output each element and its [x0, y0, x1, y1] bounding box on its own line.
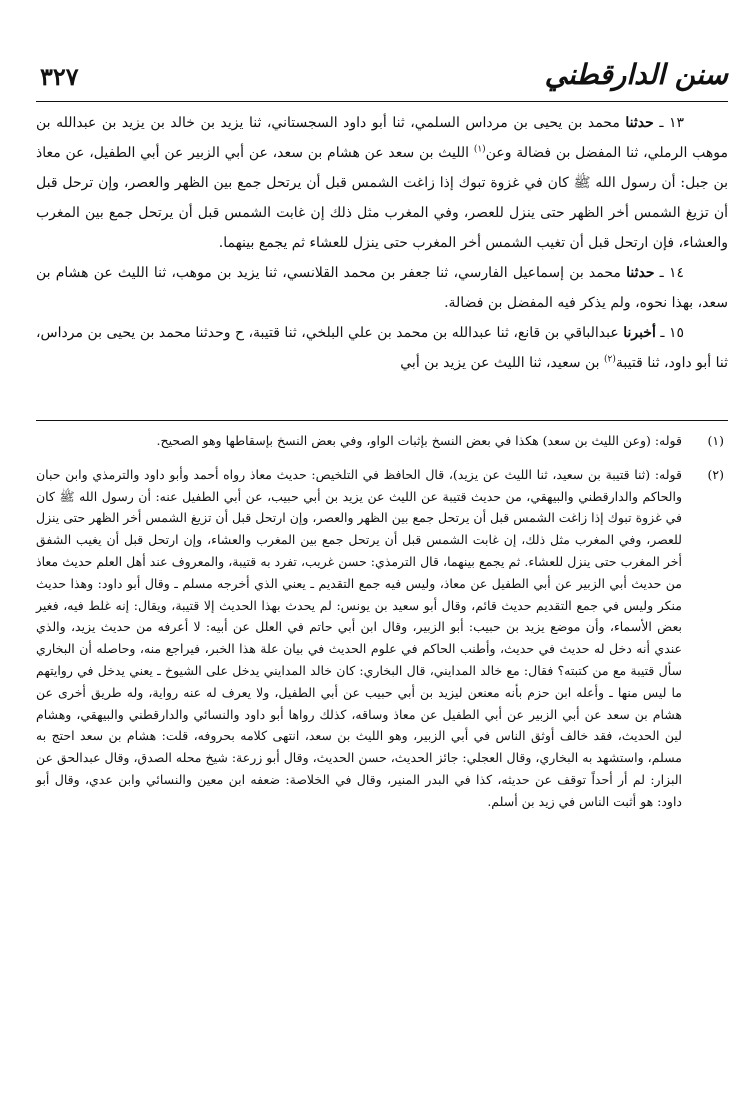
book-title: سنن الدارقطني	[544, 58, 728, 91]
hadith-text: الليث بن سعد عن هشام بن سعد، عن أبي الزبير عن أبي الطفيل، عن معاذ بن جبل: أن رسول الله ﷺ كان في غزوة تبوك إذا زاغت الشمس قبل أن يرتحل جمع بين الظهر والعصر، وإن ترحل قبل أن تزيغ الشمس أخر الظهر حتى ينزل للعصر، وفي المغرب مثل ذلك إن غابت الشمس قبل أن يرتحل جمع بين المغرب والعشاء، فإن ارتحل قبل أن تغيب الشمس أخر المغرب حتى ينزل للعشاء ثم يجمع بينهما.	[36, 145, 728, 251]
hadith-text: عبدالباقي بن قانع، ثنا عبدالله بن محمد بن علي البلخي، ثنا قتيبة، ح وحدثنا محمد بن يحيى بن مرداس، ثنا أبو داود، ثنا قتيبة	[36, 325, 728, 371]
footnote-ref: (١)	[473, 144, 486, 155]
header-rule	[36, 101, 728, 102]
footnote-text: قوله: (ثنا قتيبة بن سعيد، ثنا الليث عن يزيد)، قال الحافظ في التلخيص: حديث معاذ رواه أحمد وأبو داود والترمذي وابن حبان والحاكم والدارقطني والبيهقي، من حديث قتيبة عن الليث عن يزيد بن أبي حبيب، عن أبي الطفيل عنه: أن رسول الله ﷺ كان في غزوة تبوك إذا زاغت الشمس قبل أن يرتحل جمع بين الظهر والعصر، وإن ارتحل قبل أن تزيغ الشمس أخر الظهر حتى ينزل للعصر، وفي المغرب مثل ذلك، إن غابت الشمس قبل أن يرتحل جمع بين المغرب والعشاء، وإن ارتحل قبل أن يغيب الشفق أخر المغرب حتى ينزل للعشاء. ثم يجمع بينهما، قال الترمذي: حسن غريب، تفرد به قتيبة، والمعروف عند أهل العلم حديث معاذ من حديث أبي الزبير عن أبي الطفيل عن معاذ، وليس فيه جمع التقديم ـ يعني الذي أخرجه مسلم ـ وقال أبو داود: وهذا حديث منكر وليس في جمع التقديم حديث قائم، وقال أبو سعيد بن يونس: لم يحدث بهذا الحديث إلا قتيبة، ويقال: إنه غلط فيه، فغير بعض الأسماء، وأن موضع يزيد بن حبيب: أبو الزبير، وقال ابن أبي حاتم في العلل عن أبيه: لا أعرفه من حديث يزيد، والذي عندي أنه دخل له حديث في حديث، وأطنب الحاكم في علوم الحديث في بيان علة هذا الخبر، فيراجع منه، وحاصله أن البخاري سأل قتيبة مع من كتبته؟ فقال: مع خالد المدايني، قال البخاري: كان خالد المدايني يدخل على الشيوخ ـ يعني يدخل في روايتهم ما ليس منها ـ وأعله ابن حزم بأنه معنعن ليزيد بن أبي حبيب عن أبي الطفيل، ولا يعرف له عنه رواية، وله طريق أخرى عن هشام بن سعد عن أبي الزبير عن أبي الطفيل عن معاذ وساقه، كذلك رواها أبو داود والنسائي والدارقطني والبيهقي، وهشام لين الحديث، فقد خالف أوثق الناس في أبي الزبير، وهو الليث بن سعد، انتهى كلامه بحروفه، قلت: هشام بن سعد احتج به مسلم، واستشهد به البخاري، وقال العجلي: جائز الحديث، حسن الحديث، وقال أبو زرعة: شيخ محله الصدق، وقال عبدالحق عن البزار: لم أر أحداً توقف عن حديثه، كذا في البدر المنير، وقال في الخلاصة: ضعفه ابن معين والنسائي وابن عدي، وقال أبو داود: هو أثبت الناس في زيد بن أسلم.	[36, 466, 682, 809]
main-text	[36, 108, 728, 378]
hadith-lead: حدثنا	[625, 115, 654, 131]
hadith-text: محمد بن يحيى بن مرداس السلمي، ثنا أبو داود السجستاني، ثنا يزيد بن خالد بن يزيد بن عبدالله بن موهب الرملي، ثنا المفضل بن فضالة وعن	[36, 115, 728, 161]
hadith-13	[36, 108, 728, 258]
hadith-lead: أخبرنا	[623, 325, 656, 341]
footnote-divider	[36, 420, 728, 421]
hadith-text: محمد بن إسماعيل الفارسي، ثنا جعفر بن محمد القلانسي، ثنا يزيد بن موهب، ثنا الليث عن هشام بن سعد، بهذا نحوه، ولم يذكر فيه المفضل بن فضالة.	[36, 265, 728, 311]
hadith-text: بن سعيد، ثنا الليث عن يزيد بن أبي	[400, 355, 605, 371]
page-number: ٣٢٧	[40, 62, 79, 91]
hadith-number: ١٣ ـ	[659, 115, 685, 131]
hadith-15	[36, 318, 728, 378]
footnote-number: (١)	[707, 433, 724, 448]
footnote-number: (٢)	[707, 466, 724, 482]
footnotes	[36, 430, 728, 813]
footnote-1	[36, 430, 728, 452]
page-header	[36, 58, 728, 106]
footnote-2	[36, 464, 728, 813]
footnote-text: قوله: (وعن الليث بن سعد) هكذا في بعض النسخ بإثبات الواو، وفي بعض النسخ بإسقاطها وهو الصحيح.	[156, 433, 682, 448]
hadith-number: ١٥ ـ	[660, 325, 684, 341]
hadith-14	[36, 258, 728, 318]
footnote-ref: (٢)	[604, 354, 616, 365]
hadith-number: ١٤ ـ	[659, 265, 684, 281]
hadith-lead: حدثنا	[626, 265, 655, 281]
